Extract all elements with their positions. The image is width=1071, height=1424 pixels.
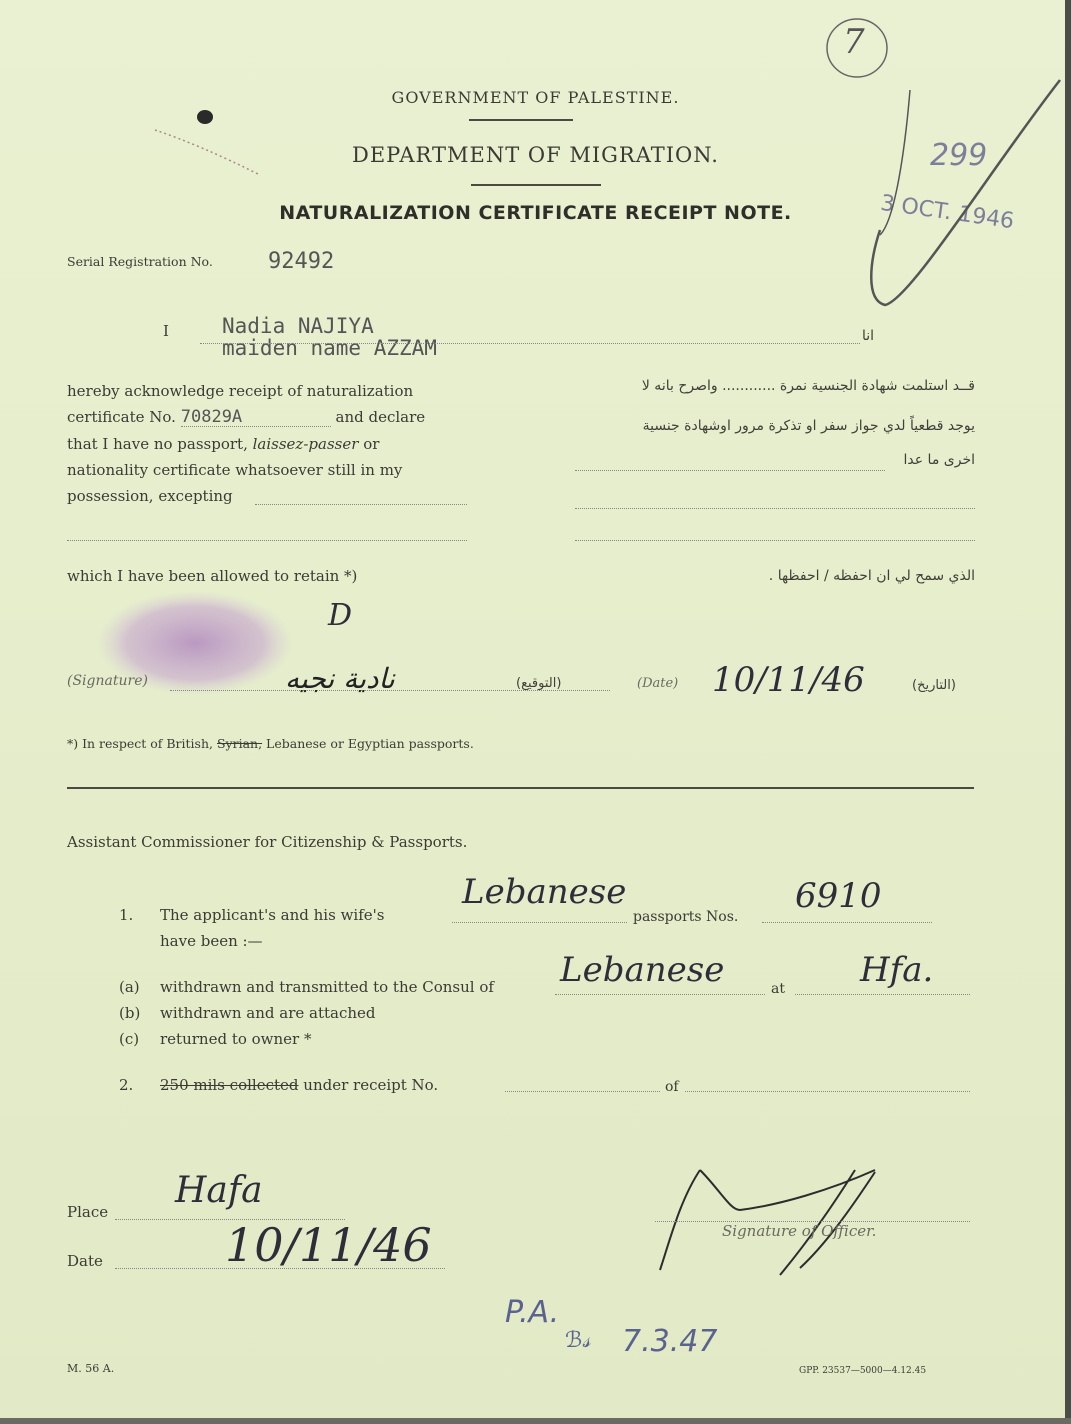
pa-initials: ℬ𝓈 — [565, 1328, 591, 1353]
declare-text: and declare — [335, 408, 426, 426]
signature-label: (Signature) — [67, 673, 148, 689]
item-2-text — [160, 1072, 438, 1099]
or-text: or — [363, 435, 380, 453]
pa-note: P.A. — [505, 1295, 560, 1330]
declaration-line-3 — [67, 431, 379, 458]
certificate-no-label: certificate No. — [67, 408, 176, 426]
declaration-line-2 — [67, 404, 425, 431]
name-line — [200, 343, 860, 344]
scan-edge-bottom — [0, 1418, 1071, 1424]
pronoun-i: I — [163, 322, 169, 340]
item-2-number: 2. — [119, 1076, 134, 1094]
item-1-number: 1. — [119, 906, 134, 924]
consul-handwritten: Lebanese — [560, 950, 725, 990]
stamp-date: 3 OCT. 1946 — [878, 190, 1016, 235]
form-code-right: GPP. 23537—5000—4.12.45 — [799, 1366, 927, 1376]
applicant-maiden-name: maiden name AZZAM — [222, 336, 437, 360]
signature-handwritten: نادية نجيه — [285, 662, 395, 695]
department-header: DEPARTMENT OF MIGRATION. — [352, 143, 719, 167]
place-label: Place — [67, 1203, 109, 1221]
arabic-declaration-3: اخرى ما عدا — [903, 452, 975, 468]
date-handwritten-bottom: 10/11/46 — [225, 1218, 432, 1272]
option-a-label: (a) — [119, 978, 140, 996]
arabic-signature-label: (التوقيع) — [516, 676, 562, 691]
retain-text: which I have been allowed to retain *) — [67, 567, 358, 585]
option-c-label: (c) — [119, 1030, 140, 1048]
arabic-line-3 — [575, 540, 975, 541]
passports-label: passports Nos. — [633, 909, 739, 925]
passport-no-handwritten: 6910 — [795, 876, 882, 916]
retain-arabic: الذي سمح لي ان احفظه / احفظها . — [768, 568, 975, 584]
option-b-text: withdrawn and are attached — [160, 1004, 376, 1022]
receipt-line — [505, 1091, 660, 1092]
option-a-text: withdrawn and transmitted to the Consul of — [160, 978, 494, 996]
item-2-struck: 250 mils collected — [160, 1076, 299, 1094]
date-handwritten: 10/11/46 — [712, 660, 865, 700]
consul-place-handwritten: Hfa. — [860, 950, 934, 990]
item-1-line-2: have been :— — [160, 932, 263, 950]
consul-line — [555, 994, 765, 995]
option-b-label: (b) — [119, 1004, 141, 1022]
initial-mark: D — [328, 598, 353, 633]
place-line — [795, 994, 970, 995]
option-c-text: returned to owner * — [160, 1030, 312, 1048]
nationality-line — [452, 922, 627, 923]
arabic-declaration-2: يوجد قطعياً لدي جواز سفر او تذكرة مرور اوشهادة جنسية — [642, 418, 975, 434]
option-a-at: at — [771, 981, 785, 997]
item-2-of: of — [665, 1079, 679, 1095]
footnote-suffix: Lebanese or Egyptian passports. — [266, 736, 474, 751]
section-divider — [67, 787, 974, 789]
declaration-line-1: hereby acknowledge receipt of naturalization — [67, 382, 414, 400]
declaration-line-5: possession, excepting — [67, 487, 233, 505]
footnote — [67, 736, 474, 751]
officer-signature — [640, 1150, 900, 1280]
passport-no-line — [762, 922, 932, 923]
place-handwritten: Hafa — [175, 1170, 263, 1211]
folio-number: 7 — [843, 22, 865, 62]
header-rule-2 — [471, 184, 601, 186]
footnote-prefix: *) In respect of British, — [67, 736, 213, 751]
laissez-passer-text: laissez-passer — [252, 435, 359, 453]
applicant-name: Nadia NAJIYA — [222, 314, 374, 338]
declaration-line-4: nationality certificate whatsoever still in my — [67, 461, 403, 479]
declaration-passport-text: that I have no passport, — [67, 435, 248, 453]
receipt-label: under receipt No. — [303, 1076, 439, 1094]
form-code-left: M. 56 A. — [67, 1362, 115, 1375]
nationality-handwritten: Lebanese — [462, 872, 627, 912]
header-rule-1 — [469, 119, 573, 121]
receipt-of-line — [685, 1091, 970, 1092]
arabic-date-label: (التاريخ) — [912, 678, 956, 693]
officer-signature-label: Signature of Officer. — [722, 1222, 877, 1240]
government-header: GOVERNMENT OF PALESTINE. — [391, 88, 680, 107]
excepting-line — [255, 504, 467, 505]
arabic-pronoun: انا — [862, 328, 875, 344]
serial-value: 92492 — [268, 249, 335, 274]
office-heading: Assistant Commissioner for Citizenship & Passports. — [67, 833, 468, 851]
stamp-number: 299 — [930, 138, 988, 173]
arabic-line-2 — [575, 508, 975, 509]
item-1-text: The applicant's and his wife's — [160, 906, 385, 924]
serial-label: Serial Registration No. — [67, 254, 213, 269]
footnote-struck: Syrian, — [216, 736, 263, 751]
certificate-no-value: 70829A — [181, 408, 331, 427]
arabic-line-1 — [575, 470, 885, 471]
date-label: (Date) — [637, 676, 679, 691]
excepting-line-2 — [67, 540, 467, 541]
document-title: NATURALIZATION CERTIFICATE RECEIPT NOTE. — [279, 202, 792, 224]
pa-date: 7.3.47 — [622, 1324, 718, 1359]
date-label-bottom: Date — [67, 1252, 103, 1270]
arabic-declaration-1: قــد استلمت شهادة الجنسية نمرة ............ واصرح بانه لا — [641, 378, 975, 394]
